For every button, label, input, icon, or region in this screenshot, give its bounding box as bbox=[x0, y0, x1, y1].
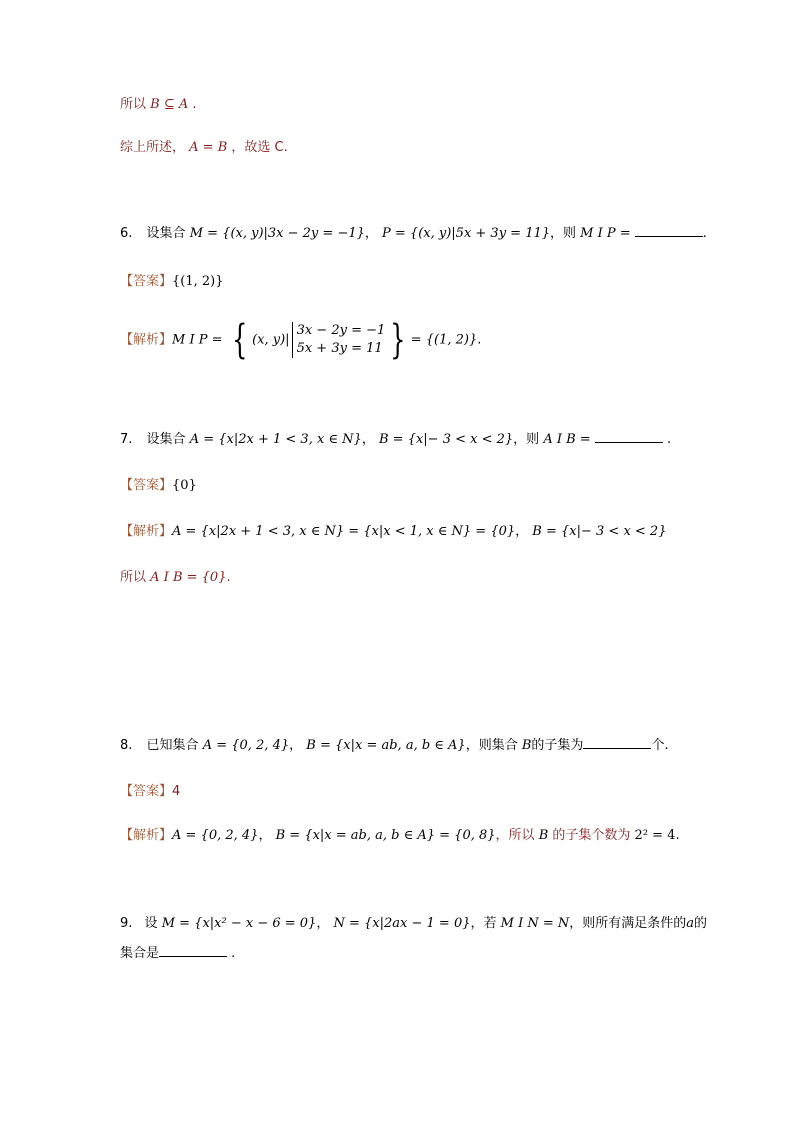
answer-8 bbox=[120, 782, 180, 802]
text: ，则 bbox=[513, 432, 540, 447]
math-expression: A = B bbox=[189, 140, 228, 155]
text: 个. bbox=[651, 738, 669, 753]
text: . bbox=[231, 946, 236, 961]
math-expression: M I P = bbox=[580, 226, 631, 241]
math-expression: N = {x|2ax − 1 = 0} bbox=[333, 916, 471, 931]
text: 的 bbox=[694, 916, 708, 931]
text: ， bbox=[515, 524, 529, 539]
text: ， bbox=[364, 226, 378, 241]
math-expression: M I P = bbox=[172, 332, 227, 348]
text: 所以 bbox=[120, 570, 147, 585]
answer-blank[interactable] bbox=[595, 430, 663, 443]
question-number: 9. bbox=[120, 916, 133, 931]
answer-value: {0} bbox=[172, 478, 197, 493]
text: . bbox=[666, 432, 672, 447]
solution-6 bbox=[120, 317, 482, 363]
left-brace: { bbox=[231, 317, 248, 363]
math-expression: P = {(x, y)|5x + 3y = 11} bbox=[382, 226, 551, 241]
math-expression: = {(1, 2)} bbox=[410, 332, 478, 348]
text: ，所以 bbox=[495, 828, 535, 843]
math-expression: B = {x|− 3 < x < 2} bbox=[378, 432, 514, 447]
math-expression: B = {x|x = ab, a, b ∈ A} = {0, 8} bbox=[275, 828, 496, 843]
solution-label: 【解析】 bbox=[120, 524, 173, 539]
math-expression: 2² = 4 bbox=[634, 828, 676, 843]
question-9 bbox=[120, 914, 707, 934]
math-expression: A = {0, 2, 4} bbox=[202, 738, 290, 753]
text: 的子集个数为 bbox=[552, 828, 631, 843]
math-expression: a bbox=[686, 916, 695, 931]
math-expression: A = {0, 2, 4} bbox=[172, 828, 259, 843]
answer-label: 【答案】 bbox=[120, 274, 173, 289]
math-expression: A = {x|2x + 1 < 3, x ∈ N} bbox=[189, 432, 362, 447]
text: ，则所有满足条件的 bbox=[569, 916, 687, 931]
math-expression: A I B = bbox=[543, 432, 591, 447]
text: 设集合 bbox=[146, 432, 186, 447]
math-expression: B bbox=[538, 828, 549, 843]
text: ，故选 C. bbox=[231, 140, 288, 155]
answer-label: 【答案】 bbox=[120, 784, 173, 799]
answer-value: {(1, 2)} bbox=[172, 274, 224, 289]
solution-7 bbox=[120, 522, 666, 542]
text: 设 bbox=[144, 916, 158, 931]
answer-7 bbox=[120, 476, 197, 496]
math-expression: A I B = {0} bbox=[150, 570, 227, 585]
math-expression: A = {x|2x + 1 < 3, x ∈ N} = {x|x < 1, x ∈ N} = {0} bbox=[172, 524, 516, 539]
question-number: 7. bbox=[120, 432, 133, 447]
text: ，则集合 bbox=[465, 738, 518, 753]
solution-7-conclusion bbox=[120, 568, 231, 588]
math-expression: B = {x|− 3 < x < 2} bbox=[532, 524, 667, 539]
text: ， bbox=[258, 828, 272, 843]
question-7 bbox=[120, 430, 671, 450]
text: ，若 bbox=[470, 916, 497, 931]
text: ， bbox=[361, 432, 375, 447]
equation-2: 5x + 3y = 11 bbox=[296, 341, 383, 356]
text: . bbox=[675, 828, 680, 843]
question-6 bbox=[120, 224, 707, 244]
math-expression: B ⊆ A bbox=[150, 97, 189, 112]
math-expression: B = {x|x = ab, a, b ∈ A} bbox=[306, 738, 466, 753]
text: 已知集合 bbox=[146, 738, 199, 753]
math-expression: M I N = N bbox=[500, 916, 570, 931]
text: ，则 bbox=[550, 226, 577, 241]
answer-value: 4 bbox=[172, 784, 181, 799]
equation-1: 3x − 2y = −1 bbox=[296, 323, 386, 338]
solution-8 bbox=[120, 826, 680, 846]
solution-label: 【解析】 bbox=[120, 828, 173, 843]
question-9-continued bbox=[120, 944, 235, 964]
text: . bbox=[702, 226, 707, 241]
right-brace: } bbox=[390, 317, 406, 363]
question-8 bbox=[120, 736, 669, 756]
math-expression: (x, y)| bbox=[252, 332, 290, 348]
equation-system bbox=[292, 322, 386, 358]
answer-blank[interactable] bbox=[635, 224, 703, 237]
text: . bbox=[477, 332, 482, 348]
math-expression: M = {(x, y)|3x − 2y = −1} bbox=[189, 226, 365, 241]
text: ， bbox=[289, 738, 303, 753]
question-number: 8. bbox=[120, 738, 133, 753]
math-expression: M = {x|x² − x − 6 = 0} bbox=[161, 916, 317, 931]
text: 综上所述， bbox=[120, 140, 186, 155]
proof-conclusion-line bbox=[120, 95, 197, 115]
summary-line bbox=[120, 138, 288, 158]
question-number: 6. bbox=[120, 226, 133, 241]
solution-label: 【解析】 bbox=[120, 332, 173, 348]
answer-blank[interactable] bbox=[583, 736, 651, 749]
text: . bbox=[226, 570, 231, 585]
text: 所以 bbox=[120, 97, 147, 112]
text: 的子集为 bbox=[531, 738, 584, 753]
text: 集合是 bbox=[120, 946, 160, 961]
answer-6 bbox=[120, 272, 224, 292]
answer-label: 【答案】 bbox=[120, 478, 173, 493]
math-expression: B bbox=[521, 738, 532, 753]
text: 设集合 bbox=[146, 226, 186, 241]
text: . bbox=[192, 97, 197, 112]
text: ， bbox=[316, 916, 330, 931]
answer-blank[interactable] bbox=[159, 944, 227, 957]
